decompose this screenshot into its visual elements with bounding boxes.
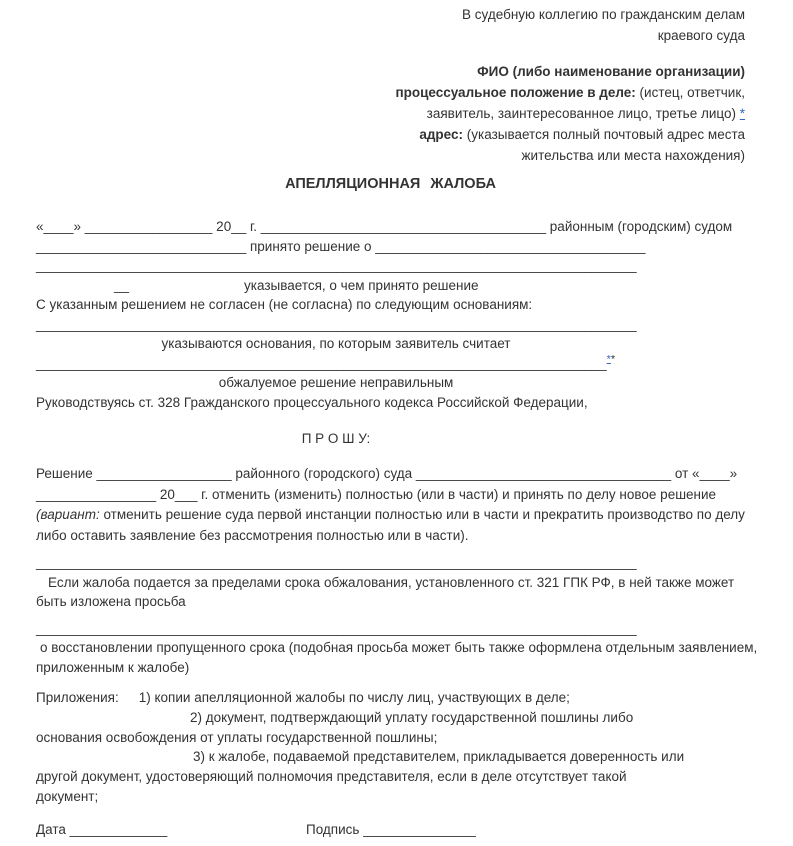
variant-label: (вариант: <box>36 507 100 522</box>
court-line-2: краевого суда <box>657 28 745 43</box>
signature-row <box>36 820 745 840</box>
attachments-item-3-line-3: документ; <box>36 788 99 804</box>
footnote-link-2[interactable]: * <box>606 353 611 365</box>
court-line-1: В судебную коллегию по гражданским делам <box>462 7 745 22</box>
footnote-link-1[interactable]: * <box>739 106 745 121</box>
request-line-2: ________________ 20___ г. отменить (изменить) полностью (или в части) и принять по делу новое решение <box>36 486 717 502</box>
applicant-position-line1 <box>36 82 745 103</box>
blank-dash: __ <box>114 277 130 293</box>
term-note-section <box>36 553 745 612</box>
request-line-1: Решение __________________ районного (городского) суда __________________________________ от «____» <box>36 466 738 481</box>
position-label: процессуальное положение в деле: <box>395 85 636 100</box>
applicant-address-line2: жительства или места нахождения) <box>521 148 745 163</box>
applicant-position-line2: заявитель, заинтересованное лицо, третье лицо) * <box>426 106 745 121</box>
intro-date-line: «____» _________________ 20__ г. ______________________________________ районным (городским) судом <box>36 219 733 234</box>
signature-blank: _______________ <box>363 821 476 837</box>
applicant-fio: ФИО (либо наименование организации) <box>477 64 745 79</box>
applicant-block <box>36 61 745 166</box>
attachments-item-2-line-2: основания освобождения от уплаты государственной пошлины; <box>36 729 438 745</box>
term-note-line-2: быть изложена просьба <box>36 594 186 609</box>
caption-decision-subject: указывается, о чем принято решение <box>244 277 479 293</box>
position-text: (истец, ответчик, <box>639 85 745 100</box>
document-title: АПЕЛЛЯЦИОННАЯ ЖАЛОБА <box>285 176 496 192</box>
asterisk-mark: * <box>610 353 616 365</box>
grounds-blank-line-2: ____________________________________________________________________________** <box>36 353 616 371</box>
attachments-item-3-line-1: 3) к жалобе, подаваемой представителем, прикладывается доверенность или <box>193 749 685 765</box>
date-field <box>36 820 306 840</box>
legal-basis-line: Руководствуясь ст. 328 Гражданского процессуального кодекса Российской Федерации, <box>36 394 588 410</box>
request-line-3: (вариант: отменить решение суда первой инстанции полностью или в части и прекратить производство по делу <box>36 507 745 522</box>
term-blank-line: ________________________________________________________________________________ <box>36 555 637 570</box>
attachments-item-3-line-2: другой документ, удостоверяющий полномочия представителя, если в деле отсутствует такой <box>36 769 627 785</box>
attachments-item-2-line-1: 2) документ, подтверждающий уплату государственной пошлины либо <box>190 709 634 725</box>
signature-label: Подпись <box>306 821 360 837</box>
address-label: адрес: <box>419 127 463 142</box>
restore-note-section <box>36 619 758 678</box>
attachments-label: Приложения: <box>36 690 119 705</box>
request-heading: П Р О Ш У: <box>301 431 371 446</box>
caption-wrong-decision: обжалуемое решение неправильным <box>218 375 454 390</box>
intro-blank-line: ________________________________________________________________________________ <box>36 258 637 273</box>
date-blank: _____________ <box>69 821 168 837</box>
attachments-section <box>36 688 745 807</box>
court-header <box>36 4 745 46</box>
disagreement-line: С указанным решением не согласен (не согласна) по следующим основаниям: <box>36 297 533 312</box>
intro-decision-line: ____________________________ принято решение о ____________________________________ <box>36 238 646 254</box>
date-label: Дата <box>36 821 66 837</box>
signature-field <box>306 822 476 837</box>
restore-blank-line: ________________________________________________________________________________ <box>36 620 637 636</box>
request-section <box>36 464 745 546</box>
intro-section <box>36 217 745 412</box>
intro-caption-line <box>36 276 745 296</box>
request-line-4: либо оставить заявление без рассмотрения полностью или в части). <box>36 527 469 543</box>
caption-grounds: указываются основания, по которым заявитель считает <box>161 336 511 351</box>
attachments-item-1: Приложения: 1) копии апелляционной жалобы по числу лиц, участвующих в деле; <box>36 690 570 705</box>
address-text: (указывается полный почтовый адрес места <box>466 127 745 142</box>
grounds-blank-line: ________________________________________________________________________________ <box>36 316 637 332</box>
restore-note-line-1: о восстановлении пропущенного срока (подобная просьба может быть также оформлена отдельным заявлением, <box>40 640 758 655</box>
applicant-address-line1 <box>36 124 745 145</box>
restore-note-line-2: приложенным к жалобе) <box>36 659 190 675</box>
term-note-line-1: Если жалоба подается за пределами срока обжалования, установленного ст. 321 ГПК РФ, в ней также может <box>48 574 735 590</box>
